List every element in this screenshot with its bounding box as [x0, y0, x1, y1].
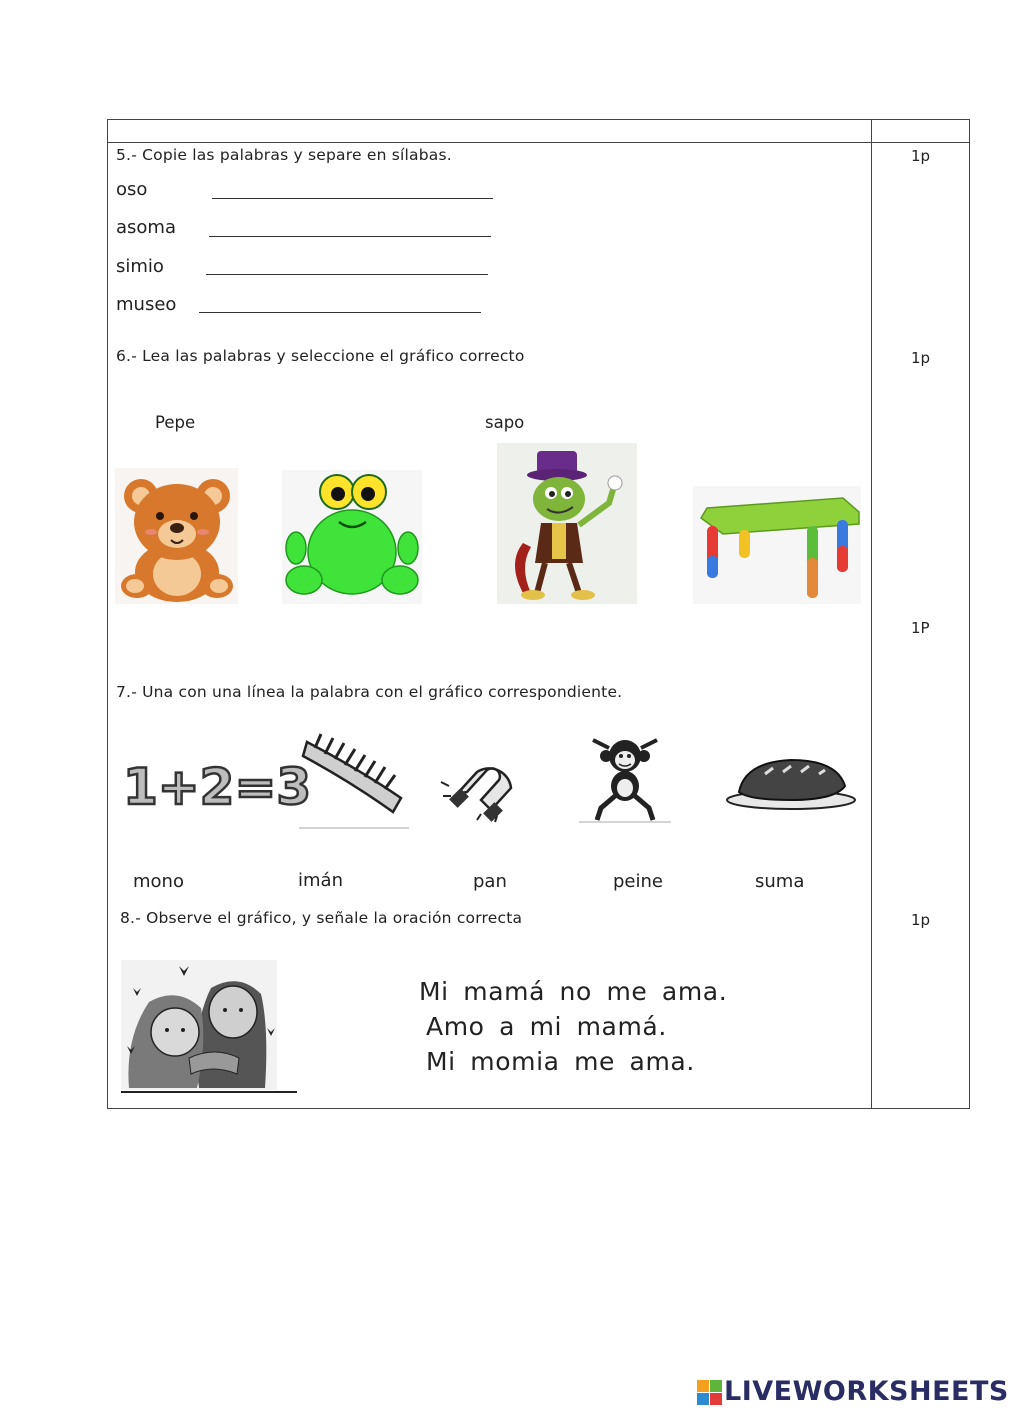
q6-title: 6.- Lea las palabras y seleccione el gráfico correcto: [116, 347, 525, 365]
q5-points: 1p: [911, 147, 931, 165]
monkey-image[interactable]: [579, 734, 671, 824]
q5-word-1: oso: [116, 179, 148, 200]
q5-word-2: asoma: [116, 217, 176, 238]
q5-word-3: simio: [116, 256, 164, 277]
svg-text:1+2=3: 1+2=3: [123, 758, 312, 816]
table-image[interactable]: [693, 486, 861, 604]
q5-word-4: museo: [116, 294, 177, 315]
q5-answer-line-2[interactable]: [209, 236, 491, 237]
q6-points: 1p: [911, 349, 931, 367]
q6-label-pepe: Pepe: [155, 413, 196, 432]
q7-word-5[interactable]: suma: [755, 871, 805, 892]
liveworksheets-logo-icon: [697, 1380, 723, 1406]
magnet-image[interactable]: [437, 734, 533, 824]
header-row-divider: [107, 142, 970, 143]
q8-sentence-2[interactable]: Amo a mi mamá.: [426, 1012, 667, 1041]
cricket-character-image[interactable]: [497, 443, 637, 604]
q6-label-sapo: sapo: [485, 413, 525, 432]
q5-answer-line-1[interactable]: [212, 198, 493, 199]
teddy-bear-image[interactable]: [115, 468, 238, 604]
q5-answer-line-4[interactable]: [199, 312, 481, 313]
q8-sentence-1[interactable]: Mi mamá no me ama.: [419, 977, 728, 1006]
comb-image[interactable]: [297, 728, 411, 832]
q8-points: 1p: [911, 911, 931, 929]
sum-image[interactable]: [119, 750, 312, 816]
mother-child-hug-image[interactable]: [119, 958, 299, 1096]
liveworksheets-brand: LIVEWORKSHEETS: [724, 1376, 1009, 1407]
q5-answer-line-3[interactable]: [206, 274, 488, 275]
q6-extra-points: 1P: [911, 619, 930, 637]
bread-image[interactable]: [725, 752, 858, 812]
q5-title: 5.- Copie las palabras y separe en sílabas.: [116, 146, 452, 164]
q7-word-1[interactable]: mono: [133, 871, 184, 892]
frog-image[interactable]: [282, 470, 422, 604]
q7-word-2[interactable]: imán: [298, 870, 343, 891]
q7-word-3[interactable]: pan: [473, 871, 507, 892]
q8-title: 8.- Observe el gráfico, y señale la oración correcta: [120, 909, 523, 927]
points-column-divider: [871, 119, 872, 1109]
q8-sentence-3[interactable]: Mi momia me ama.: [426, 1047, 695, 1076]
q7-title: 7.- Una con una línea la palabra con el gráfico correspondiente.: [116, 683, 623, 701]
q7-word-4[interactable]: peine: [613, 871, 663, 892]
